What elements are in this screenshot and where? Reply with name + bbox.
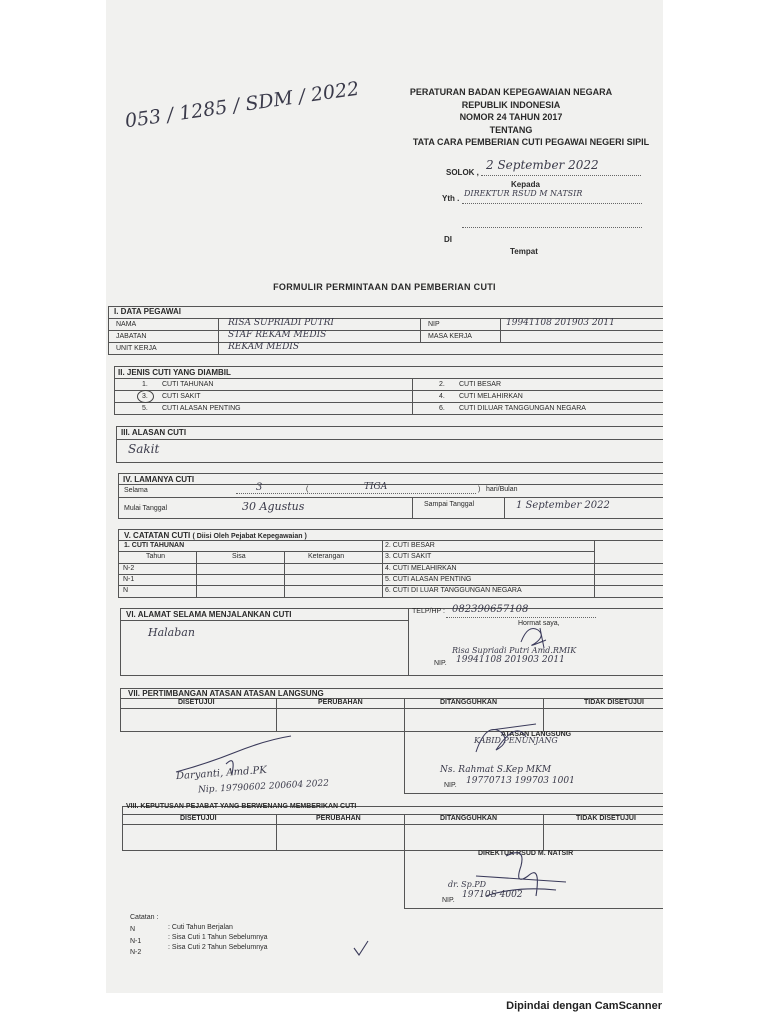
masa-kerja-label: MASA KERJA <box>428 333 472 340</box>
start-date-value: 30 Agustus <box>242 500 305 513</box>
jabatan-value: STAF REKAM MEDIS <box>228 330 327 340</box>
row-n1: N-1 <box>123 576 135 583</box>
atasan-langsung-label: ATASAN LANGSUNG <box>501 731 572 738</box>
leave-type-3-num: 3. <box>142 393 148 400</box>
leave-address: Halaban <box>148 626 195 639</box>
section-2-title: II. JENIS CUTI YANG DIAMBIL <box>118 368 231 377</box>
catatan-code-n1: N-1 <box>130 938 142 945</box>
section-6-title: VI. ALAMAT SELAMA MENJALANKAN CUTI <box>126 610 292 619</box>
col-tahun: Tahun <box>146 553 166 560</box>
leave-type-1-num: 1. <box>142 381 148 388</box>
selama-label: Selama <box>124 487 148 494</box>
note-cuti-luar-tanggungan: 6. CUTI DI LUAR TANGGUNGAN NEGARA <box>385 587 522 594</box>
s7-col-disetujui: DISETUJUI <box>178 699 215 706</box>
nama-label: NAMA <box>116 321 137 328</box>
letter-date: 2 September 2022 <box>486 158 599 172</box>
leave-type-6-num: 6. <box>439 405 445 412</box>
nip-value: 19941108 201903 2011 <box>506 318 615 328</box>
section-3-title: III. ALASAN CUTI <box>121 428 187 437</box>
row-n2: N-2 <box>123 565 135 572</box>
s8-col-perubahan: PERUBAHAN <box>316 815 361 822</box>
row-n: N <box>123 587 129 594</box>
kepada-label: Kepada <box>511 180 540 189</box>
section-8-title: VIII. KEPUTUSAN PEJABAT YANG BERWENANG MEMBERIKAN CUTI <box>126 803 357 810</box>
left-signer-nip: Nip. 19790602 200604 2022 <box>197 778 330 796</box>
nama-value: RISA SUPRIADI PUTRI <box>228 318 334 328</box>
duration-unit: hari/Bulan <box>486 486 518 493</box>
col-keterangan: Keterangan <box>308 553 345 560</box>
nip-label: NIP <box>428 321 440 328</box>
note-cuti-besar: 2. CUTI BESAR <box>385 542 435 549</box>
header-line-2: REPUBLIK INDONESIA <box>461 99 561 110</box>
di-label: DI <box>444 235 452 244</box>
end-date-value: 1 September 2022 <box>516 500 610 511</box>
section-5-title-text: V. CATATAN CUTI <box>124 531 191 540</box>
applicant-nip: 19941108 201903 2011 <box>456 655 565 665</box>
scanner-watermark: Dipindai dengan CamScanner <box>506 1000 662 1012</box>
tahunan-label: 1. CUTI TAHUNAN <box>124 542 185 549</box>
atasan-nip-label: NIP. <box>444 782 457 789</box>
direktur-name: dr. Sp.PD <box>448 880 487 889</box>
section-5-subtitle: ( Diisi Oleh Pejabat Kepegawaian ) <box>192 533 307 540</box>
header-line-4: TENTANG <box>489 124 533 135</box>
check-mark-icon <box>352 940 370 958</box>
header-line-1: PERATURAN BADAN KEPEGAWAIAN NEGARA <box>409 87 613 97</box>
note-cuti-alasan-penting: 5. CUTI ALASAN PENTING <box>385 576 472 583</box>
duration-words: TIGA <box>364 482 388 492</box>
atasan-nip: 19770713 199703 1001 <box>466 776 575 786</box>
direktur-label: DIREKTUR RSUD M. NATSIR <box>478 850 574 857</box>
catatan-code-n2: N-2 <box>130 949 142 956</box>
applicant-nip-label: NIP. <box>434 660 447 667</box>
catatan-text-n2: : Sisa Cuti 2 Tahun Sebelumnya <box>168 944 268 951</box>
duration-number: 3 <box>256 482 263 493</box>
catatan-text-n1: : Sisa Cuti 1 Tahun Sebelumnya <box>168 934 268 941</box>
form-title: FORMULIR PERMINTAAN DAN PEMBERIAN CUTI <box>273 282 496 292</box>
col-sisa: Sisa <box>232 553 246 560</box>
section-1-title: I. DATA PEGAWAI <box>114 307 181 316</box>
scanned-form-page: 053 / 1285 / SDM / 2022 PERATURAN BADAN KEPEGAWAIAN NEGARA REPUBLIK INDONESIA NOMOR 24 TAHUN 2017 TENTANG TATA CARA PEMBERIAN CUTI PEGAWAI NEGERI SIPIL SOLOK , 2 September 2022 Kepada Yth . DIREKTUR RSUD M NATSIR DI Tempat FORMULIR PERMINTAAN DAN PEMBERIAN CUTI I. DATA PEGAWAI NAMA RISA SUPRIADI PUTRI NIP 19941108 201903 2011 JABATAN STAF REKAM MEDIS MASA KERJA UNIT KERJA REKAM MEDIS II. JENIS CUTI YANG DIAMBIL 1. CUTI TAHUNAN 3. CUTI SAKIT 5. CUTI ALASAN PENTING 2. CUTI BESAR 4. CUTI MELAHIRKAN 6. CUTI DILUAR TANGGUNGAN NEGARA III. ALASAN CUTI Sakit IV. LAMANYA CUTI Selama 3 ( TIGA ) hari/Bulan Mulai Tanggal 30 Agustus Sampai Tanggal 1 September 2022 V. CATATAN CUTI ( Diisi Oleh Pejabat Kepegawaian ) 1. CUTI TAHUNAN Tahun Sisa Keterangan N-2 N-1 N 2. CUTI BESAR 3. CUTI SAKIT 4. CUTI MELAHIRKAN 5. CUTI ALASAN PENTING 6. CUTI DI LUAR TANGGUNGAN NEGARA VI. ALAMAT SELAMA MENJALANKAN CUTI Halaban TELP/HP : 082390657108 Hormat saya, Risa Supriadi Putri Amd.RMIK NIP. 19941108 201903 2011 VII. PERTIMBANGAN ATASAN ATASAN LANGSUNG DISETUJUI PERUBAHAN DITANGGUHKAN TIDAK DISETUJUI ATASAN LANGSUNG KABID PENUNJANG Ns. Rahmat S.Kep MKM NIP. 19770713 199703 1001 Daryanti, Amd.PK Nip. 19790602 200604 2022 VIII. KEPUTUSAN PEJABAT YANG BERWENANG MEMBERIKAN CUTI DISETUJUI PERUBAHAN DITANGGUHKAN TIDAK DISETUJUI DIREKTUR RSUD M. NATSIR dr. Sp.PD NIP. 19710S 4002 Catatan : N : Cuti Tahun Berjalan N-1 : Sisa Cuti 1 Tahun Sebelumnya N-2 : Sisa Cuti 2 Tahun Sebelumnya <box>106 0 663 993</box>
header-line-5: TATA CARA PEMBERIAN CUTI PEGAWAI NEGERI SIPIL <box>412 137 650 147</box>
tempat-label: Tempat <box>510 247 538 256</box>
catatan-code-n: N <box>130 926 136 933</box>
telp-label: TELP/HP : <box>412 608 445 615</box>
leave-type-4: CUTI MELAHIRKAN <box>459 393 523 400</box>
telp-value: 082390657108 <box>452 604 529 615</box>
jabatan-label: JABATAN <box>116 333 147 340</box>
applicant-name: Risa Supriadi Putri Amd.RMIK <box>452 646 577 655</box>
direktur-nip: 19710S 4002 <box>462 890 523 900</box>
unit-kerja-label: UNIT KERJA <box>116 345 157 352</box>
leave-type-5-num: 5. <box>142 405 148 412</box>
header-line-3: NOMOR 24 TAHUN 2017 <box>459 112 563 122</box>
leave-type-4-num: 4. <box>439 393 445 400</box>
leave-type-2: CUTI BESAR <box>459 381 502 388</box>
atasan-title: KABID PENUNJANG <box>474 736 558 745</box>
s7-col-tidak-disetujui: TIDAK DISETUJUI <box>584 699 644 706</box>
left-signer-name: Daryanti, Amd.PK <box>175 764 268 783</box>
leave-type-5: CUTI ALASAN PENTING <box>162 405 241 412</box>
leave-type-2-num: 2. <box>439 381 445 388</box>
note-cuti-melahirkan: 4. CUTI MELAHIRKAN <box>385 565 457 572</box>
leave-type-3: CUTI SAKIT <box>162 393 201 400</box>
leave-type-6: CUTI DILUAR TANGGUNGAN NEGARA <box>459 405 586 412</box>
yth-label: Yth . <box>442 194 460 203</box>
regulation-header <box>361 86 661 149</box>
addressee: DIREKTUR RSUD M NATSIR <box>464 189 583 198</box>
reason-value: Sakit <box>128 442 160 456</box>
hormat-saya: Hormat saya, <box>518 620 560 627</box>
unit-kerja-value: REKAM MEDIS <box>228 342 300 352</box>
section-4-title: IV. LAMANYA CUTI <box>123 475 195 484</box>
end-date-label: Sampai Tanggal <box>424 501 475 508</box>
leave-type-1: CUTI TAHUNAN <box>162 381 214 388</box>
supervisor-signature <box>456 712 546 762</box>
atasan-name: Ns. Rahmat S.Kep MKM <box>440 765 552 775</box>
s7-col-ditangguhkan: DITANGGUHKAN <box>440 699 498 706</box>
s7-col-perubahan: PERUBAHAN <box>318 699 363 706</box>
reference-number: 053 / 1285 / SDM / 2022 <box>123 77 361 133</box>
section-5-title <box>124 531 307 540</box>
note-cuti-sakit: 3. CUTI SAKIT <box>385 553 432 560</box>
s8-col-tidak-disetujui: TIDAK DISETUJUI <box>576 815 636 822</box>
s8-col-disetujui: DISETUJUI <box>180 815 217 822</box>
section-7-title: VII. PERTIMBANGAN ATASAN ATASAN LANGSUNG <box>128 689 324 698</box>
s8-col-ditangguhkan: DITANGGUHKAN <box>440 815 498 822</box>
city-label: SOLOK , <box>446 168 479 177</box>
start-date-label: Mulai Tanggal <box>124 505 168 512</box>
catatan-title: Catatan : <box>130 914 159 921</box>
direktur-nip-label: NIP. <box>442 897 455 904</box>
catatan-text-n: : Cuti Tahun Berjalan <box>168 924 233 931</box>
selected-leave-circle <box>137 390 154 403</box>
